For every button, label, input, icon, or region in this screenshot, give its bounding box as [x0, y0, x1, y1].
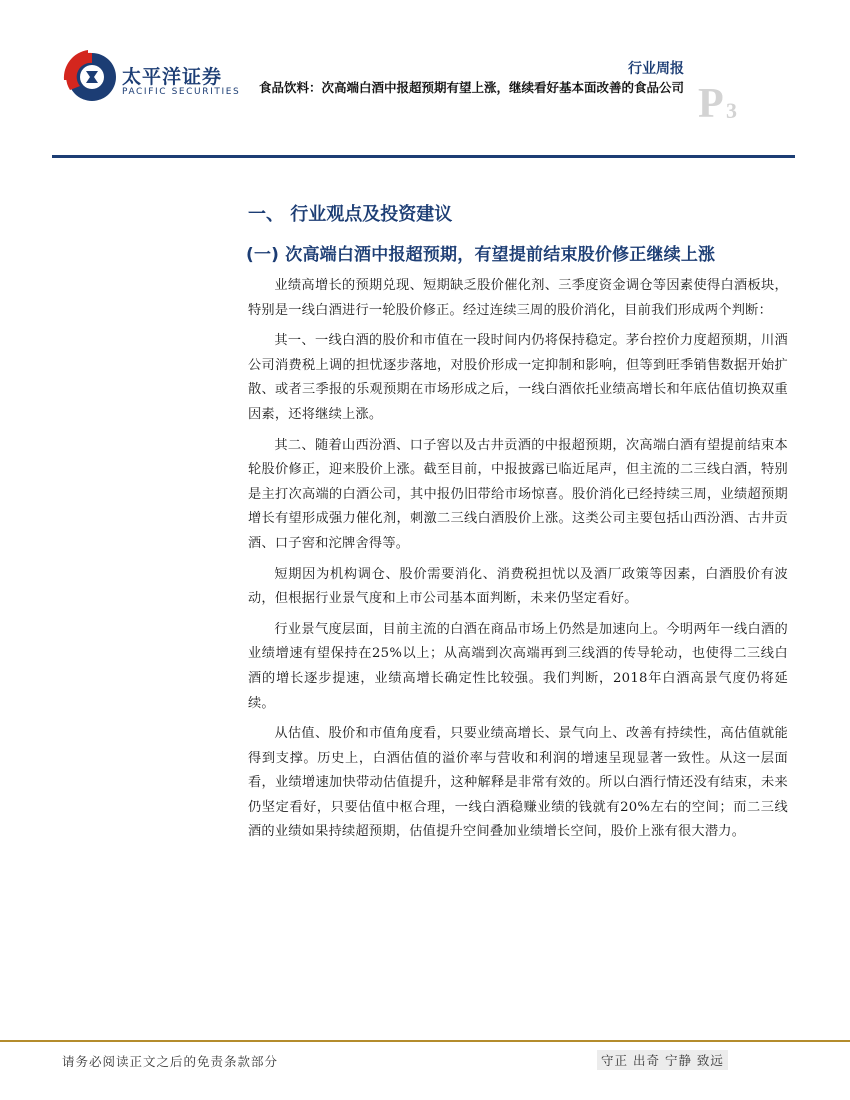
body-paragraph: 短期因为机构调仓、股价需要消化、消费税担忧以及酒厂政策等因素，白酒股价有波动，但根据行业景气度和上市公司基本面判断，未来仍坚定看好。 [248, 566, 788, 607]
main-content [248, 200, 788, 851]
header-divider [52, 155, 795, 158]
body-paragraph: 从估值、股价和市值角度看，只要业绩高增长、景气向上、改善有持续性，高估值就能得到支撑。历史上，白酒估值的溢价率与营收和利润的增速呈现显著一致性。从这一层面看，业绩增速加快带动估值提升，这种解释是非常有效的。所以白酒行情还没有结束，未来仍坚定看好，只要估值中枢合理，一线白酒稳赚业绩的钱就有20%左右的空间；而二三线酒的业绩如果持续超预期，估值提升空间叠加业绩增长空间，股价上涨有很大潜力。 [248, 726, 788, 840]
section-heading: 一、 行业观点及投资建议 [248, 204, 453, 225]
body-paragraph: 其二、随着山西汾酒、口子窖以及古井贡酒的中报超预期，次高端白酒有望提前结束本轮股价修正，迎来股价上涨。截至目前，中报披露已临近尾声，但主流的二三线白酒，特别是主打次高端的白酒公司，其中报仍旧带给市场惊喜。股价消化已经持续三周，业绩超预期增长有望形成强力催化剂，刺激二三线白酒股价上涨。这类公司主要包括山西汾酒、古井贡酒、口子窖和沱牌舍得等。 [248, 437, 788, 551]
footer-disclaimer: 请务必阅读正文之后的免责条款部分 [62, 1054, 279, 1069]
footer-divider [0, 1040, 850, 1042]
footer-motto: 守正 出奇 宁静 致远 [597, 1050, 728, 1070]
brand-name-en: PACIFIC SECURITIES [122, 87, 241, 97]
pacific-securities-logo-icon [58, 46, 120, 108]
page-number-value: 3 [726, 98, 737, 123]
page-number [698, 80, 758, 128]
page-number-letter: P [698, 81, 724, 127]
report-title: 食品饮料：次高端白酒中报超预期有望上涨，继续看好基本面改善的食品公司 [258, 80, 684, 95]
body-paragraph: 行业景气度层面，目前主流的白酒在商品市场上仍然是加速向上。今明两年一线白酒的业绩增速有望保持在25%以上；从高端到次高端再到三线酒的传导轮动，也使得二三线白酒的增长逐步提速，业绩高增长确定性比较强。我们判断，2018年白酒高景气度仍将延续。 [248, 621, 788, 711]
subsection-heading: (一) 次高端白酒中报超预期，有望提前结束股价修正继续上涨 [246, 245, 716, 265]
brand-name-cn: 太平洋证券 [122, 66, 223, 88]
body-paragraph: 业绩高增长的预期兑现、短期缺乏股价催化剂、三季度资金调仓等因素使得白酒板块，特别是一线白酒进行一轮股价修正。经过连续三周的股价消化，目前我们形成两个判断： [248, 278, 788, 318]
body-paragraph: 其一、一线白酒的股价和市值在一段时间内仍将保持稳定。茅台控价力度超预期，川酒公司消费税上调的担忧逐步落地，对股价形成一定抑制和影响，但等到旺季销售数据开始扩散、或者三季报的乐观预期在市场形成之后，一线白酒依托业绩高增长和年底估值切换双重因素，还将继续上涨。 [248, 333, 788, 422]
report-type-label: 行业周报 [628, 61, 684, 77]
